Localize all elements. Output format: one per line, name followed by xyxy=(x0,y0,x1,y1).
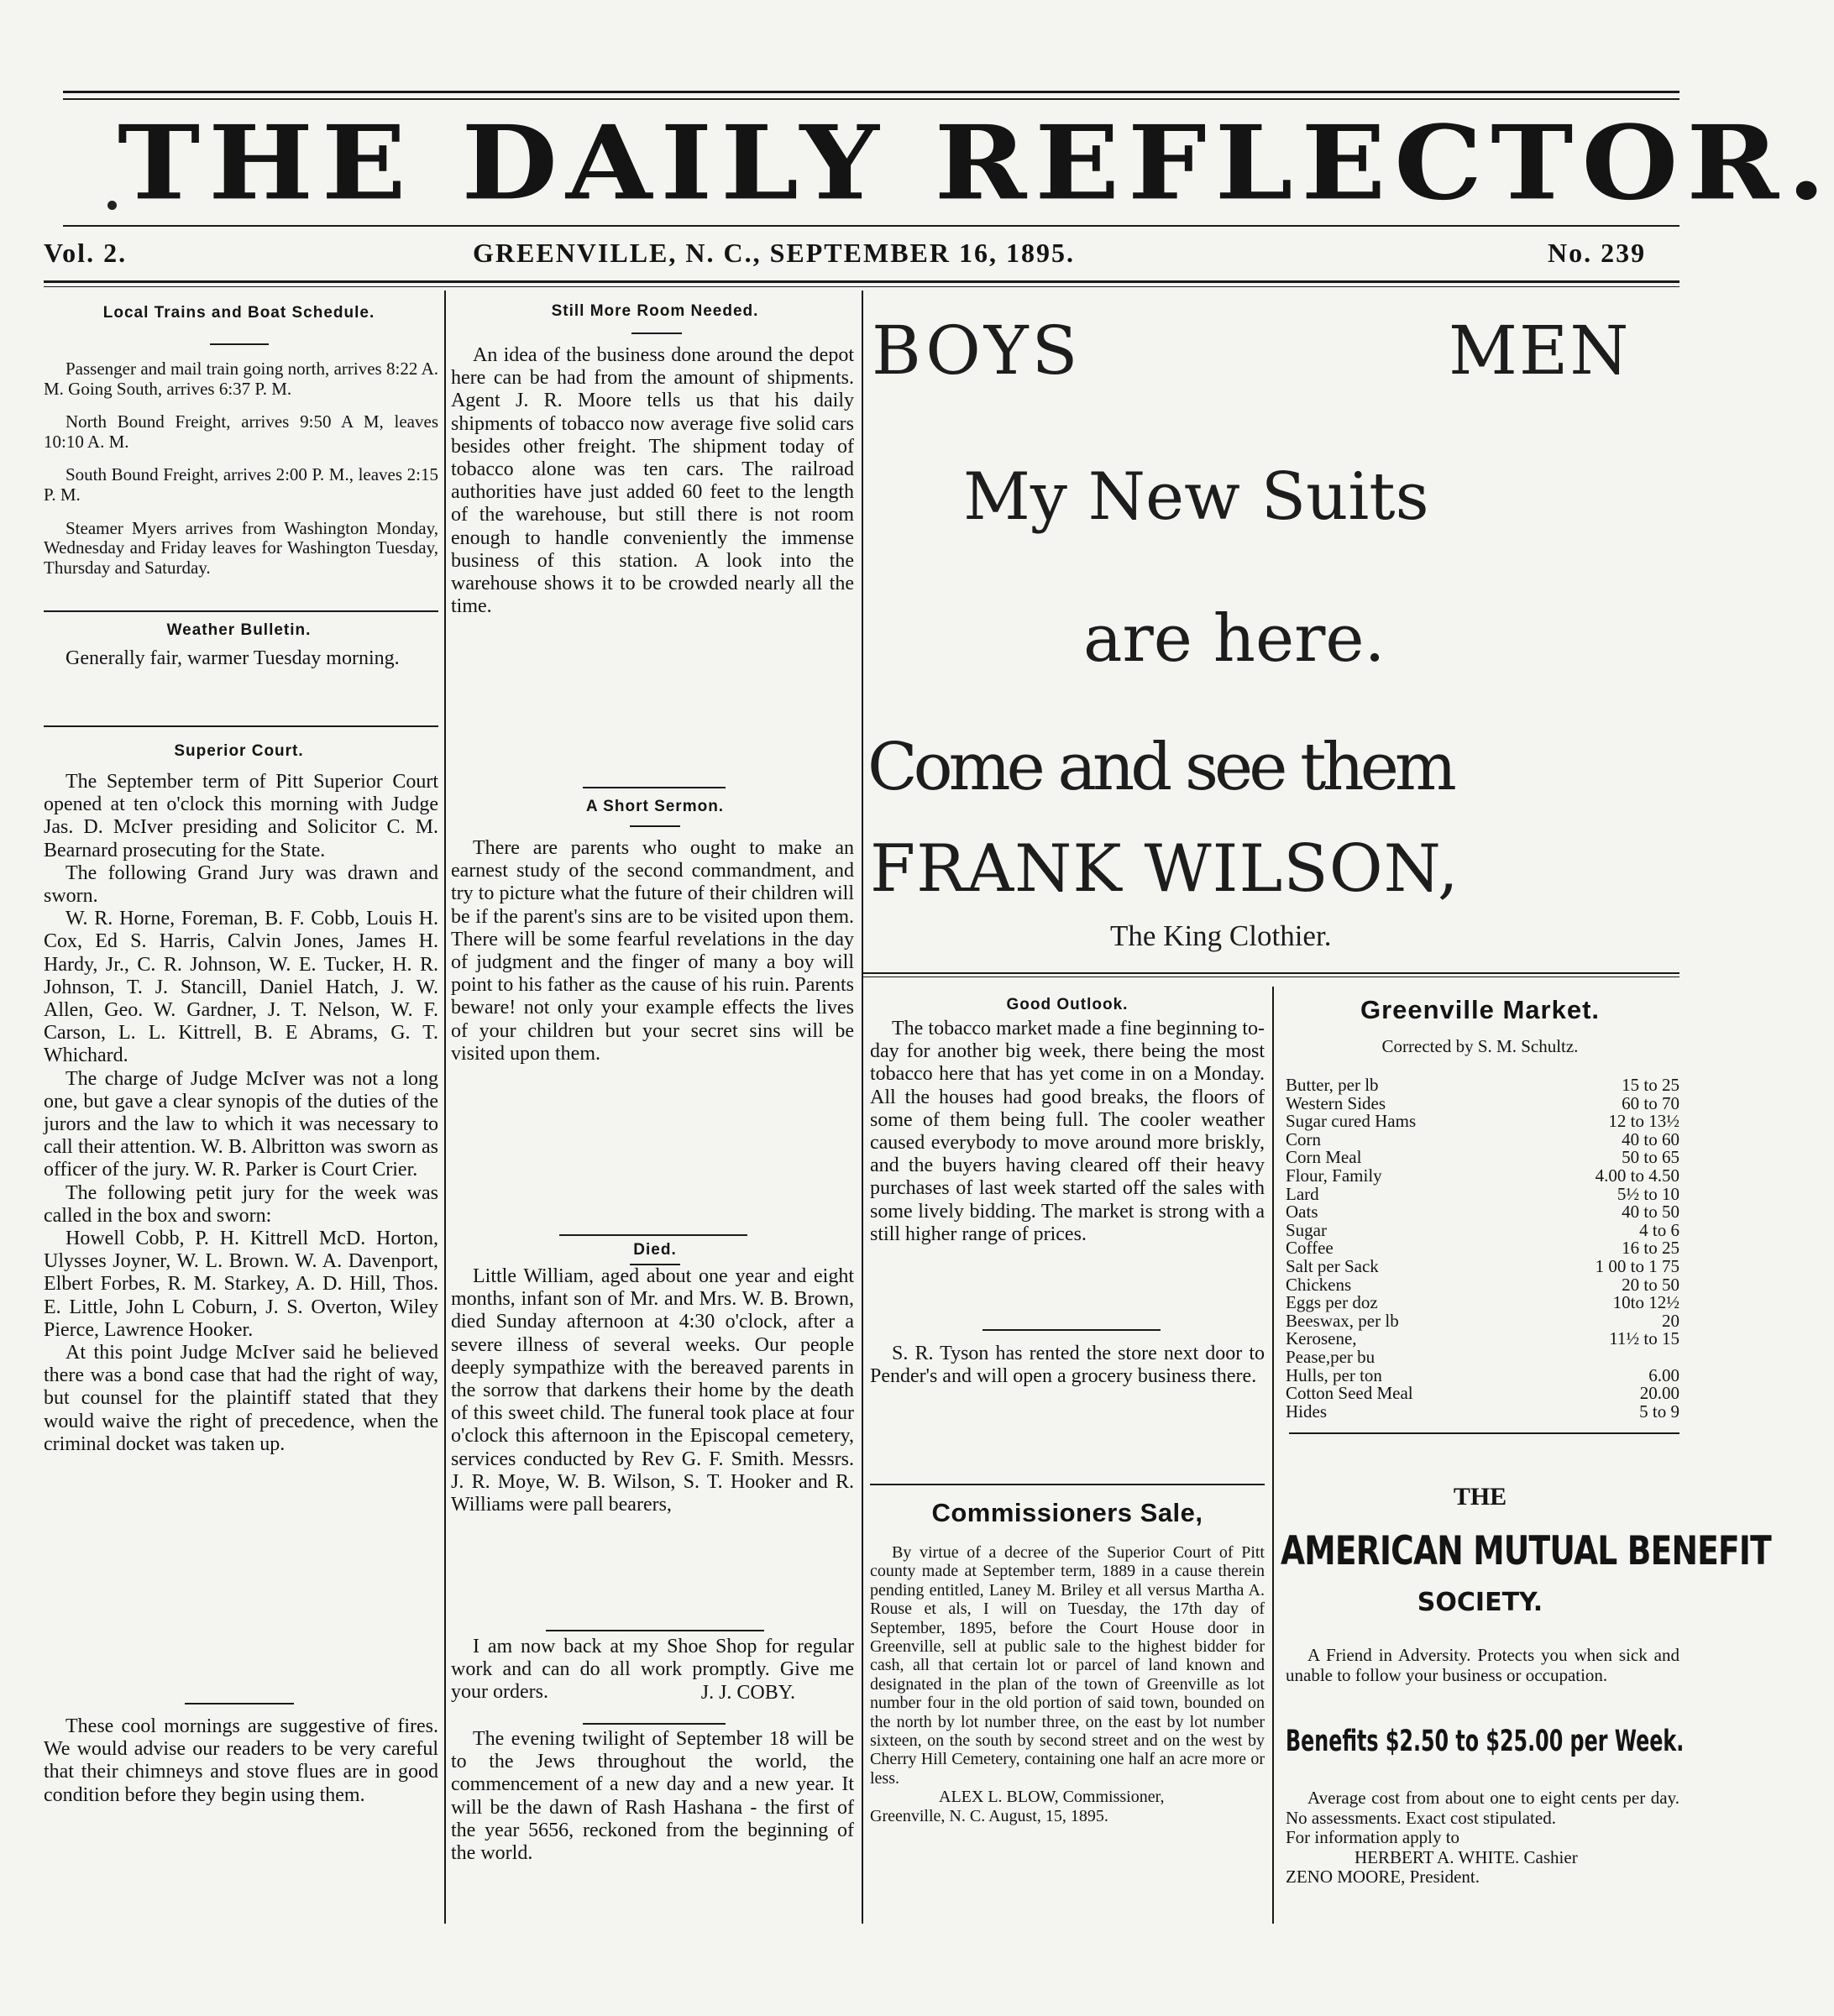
market-row xyxy=(1286,1276,1679,1295)
room-rule xyxy=(631,333,682,334)
market-row xyxy=(1286,1149,1679,1167)
died-text: Little William, aged about one year and eight months, infant son of Mr. and Mrs. W. B. Brown, died Sunday afternoon at 4:30 o'clock, after a severe illness of several weeks. Our people deeply sympathize with the bereaved parents in the sorrow that darkens their home by the death of this sweet child. The funeral took place at four o'clock this afternoon in the Episcopal cemetery, services conducted by Rev G. F. Smith. Messrs. J. R. Moye, W. B. Wilson, S. T. Hooker and R. Williams were pall bearers, xyxy=(451,1265,854,1516)
amb-the: THE xyxy=(1453,1483,1507,1511)
amb-cost xyxy=(1286,1788,1679,1888)
masthead-bottom-rule xyxy=(63,225,1679,227)
market-item: Kerosene, xyxy=(1286,1328,1357,1349)
market-item: Pease,per bu xyxy=(1286,1346,1376,1367)
weather-heading: Weather Bulletin. xyxy=(166,621,312,639)
sale-article xyxy=(870,1543,1265,1825)
market-end-rule xyxy=(1289,1432,1679,1434)
amb-cost-text: Average cost from about one to eight cents per day. No assessments. Exact cost stipulated. xyxy=(1286,1788,1679,1828)
court-para-5: The following petit jury for the week was called in the box and sworn: xyxy=(44,1181,438,1227)
masthead-top-rule-thin xyxy=(63,98,1679,100)
market-price: 4 to 6 xyxy=(1639,1219,1679,1240)
court-para-3: W. R. Horne, Foreman, B. F. Cobb, Louis H. Cox, Ed S. Harris, Calvin Jones, James H. Hardy, Jr., C. R. Johnson, W. E. Tucker, H. R. Johnson, T. J. Stancill, Daniel Hatch, J. W. Allen, Geo. W. Gardner, J. T. Nelson, W. F. Carson, L. L. Kittrell, B. E Abrams, G. T. Whichard. xyxy=(44,908,438,1067)
market-row xyxy=(1286,1203,1679,1222)
train-schedule xyxy=(44,359,438,578)
market-row xyxy=(1286,1330,1679,1348)
mornings-item xyxy=(44,1715,438,1807)
ad-frank-wilson: FRANK WILSON, xyxy=(870,831,1459,907)
ad-tagline: The King Clothier. xyxy=(1110,919,1332,952)
column-rule-3 xyxy=(1272,987,1274,1924)
market-item: Corn Meal xyxy=(1286,1147,1362,1168)
market-item: Eggs per doz xyxy=(1286,1292,1378,1313)
court-article xyxy=(44,771,438,1456)
amb-cashier: HERBERT A. WHITE. Cashier xyxy=(1355,1846,1578,1867)
market-price: 20 to 50 xyxy=(1622,1274,1679,1295)
sale-heading: Commissioners Sale, xyxy=(931,1498,1203,1527)
died-end-rule xyxy=(546,1630,764,1631)
sale-signature: ALEX L. BLOW, Commissioner, xyxy=(939,1788,1165,1807)
market-item: Butter, per lb xyxy=(1286,1075,1379,1095)
room-article xyxy=(451,344,854,618)
mornings-text: These cool mornings are suggestive of fires. We would advise our readers to be very careful that their chimneys and stove flues are in good condition before they begin using them. xyxy=(44,1715,438,1806)
ad-bottom-rule xyxy=(863,972,1679,974)
tyson-rule xyxy=(870,1484,1265,1485)
outlook-text: The tobacco market made a fine beginning to-day for another big week, there being the most tobacco here that has yet come in on a Monday. All the houses had good breaks, the floors of some of them being full. The cooler weather caused everybody to move around more briskly, and the buyers having cleared off their heavy purchases of last week started off the sales with some lively bidding. The market is strong with a still higher range of prices. xyxy=(870,1018,1265,1245)
market-price: 12 to 13½ xyxy=(1608,1111,1679,1132)
market-price: 4.00 to 4.50 xyxy=(1595,1165,1679,1186)
court-para-4: The charge of Judge McIver was not a long one, but gave a clear synopis of the duties of the jurors and the law to which it was necessary to call their attention. W. B. Albritton was sworn as officer of the jury. W. R. Parker is Court Crier. xyxy=(44,1067,438,1181)
train-south-freight: South Bound Freight, arrives 2:00 P. M., leaves 2:15 P. M. xyxy=(44,464,438,505)
trains-heading: Local Trains and Boat Schedule. xyxy=(102,304,375,322)
outlook-end-rule xyxy=(982,1329,1161,1331)
market-row xyxy=(1286,1312,1679,1331)
weather-text xyxy=(44,647,438,670)
market-item: Sugar cured Hams xyxy=(1286,1111,1417,1132)
room-end-rule xyxy=(583,787,726,788)
market-price: 1 00 to 1 75 xyxy=(1595,1255,1679,1276)
volume-label: Vol. 2. xyxy=(44,238,128,268)
market-price: 5 to 9 xyxy=(1639,1401,1679,1422)
market-price: 20.00 xyxy=(1639,1383,1679,1404)
court-para-1: The September term of Pitt Superior Court opened at ten o'clock this morning with Judge Jas. D. McIver presiding and Solicitor C. M. Bearnard prosecuting for the State. xyxy=(44,771,438,861)
market-row xyxy=(1286,1348,1679,1367)
ad-new-suits: My New Suits xyxy=(963,459,1429,535)
sermon-article xyxy=(451,837,854,1066)
market-item: Hides xyxy=(1286,1401,1327,1422)
outlook-heading: Good Outlook. xyxy=(1006,996,1129,1013)
market-item: Salt per Sack xyxy=(1286,1255,1379,1276)
ad-men: MEN xyxy=(1449,312,1631,390)
amb-benefits: Benefits $2.50 to $25.00 per Week. xyxy=(1286,1725,1685,1758)
twilight-text: The evening twilight of September 18 will be to the Jews throughout the world, the commencement of a new day and a new year. It will be the dawn of Rash Hashana - the first of the year 5656, reckoned from the beginning of the world. xyxy=(451,1728,854,1865)
market-price: 50 to 65 xyxy=(1622,1147,1679,1168)
market-price: 40 to 60 xyxy=(1622,1128,1679,1149)
died-article xyxy=(451,1265,854,1516)
market-item: Chickens xyxy=(1286,1274,1352,1295)
market-price: 10to 12½ xyxy=(1612,1292,1679,1313)
dateline: GREENVILLE, N. C., SEPTEMBER 16, 1895. xyxy=(473,238,1075,268)
market-item: Oats xyxy=(1286,1202,1318,1223)
market-price: 60 to 70 xyxy=(1622,1092,1679,1113)
sale-place-date: Greenville, N. C. August, 15, 1895. xyxy=(870,1806,1108,1825)
masthead-top-rule xyxy=(63,91,1679,93)
market-item: Flour, Family xyxy=(1286,1165,1382,1186)
ad-boys: BOYS xyxy=(872,312,1082,390)
market-price: 5½ to 10 xyxy=(1617,1183,1679,1204)
dateline-rule-thin xyxy=(44,286,1679,287)
court-para-6: Howell Cobb, P. H. Kittrell McD. Horton, Ulysses Joyner, W. L. Brown. W. A. Davenport, Elbert Forbes, R. M. Starkey, A. D. Hill, Thos. E. Little, John L Coburn, J. S. Overton, Wiley Pierce, Lawrence Hooker. xyxy=(44,1228,438,1341)
court-para-2: The following Grand Jury was drawn and sworn. xyxy=(44,861,438,908)
wavy-rule-1 xyxy=(44,610,438,612)
market-row xyxy=(1286,1131,1679,1149)
shoe-signature: J. J. COBY. xyxy=(700,1681,795,1704)
outlook-article xyxy=(870,1018,1265,1246)
died-heading: Died. xyxy=(633,1241,677,1259)
market-price: 20 xyxy=(1662,1310,1679,1331)
steamer-schedule: Steamer Myers arrives from Washington Monday, Wednesday and Friday leaves for Washington Tuesday, Thursday and Saturday. xyxy=(44,517,438,578)
market-row xyxy=(1286,1113,1679,1131)
market-row xyxy=(1286,1367,1679,1385)
market-row xyxy=(1286,1095,1679,1113)
market-price xyxy=(1525,1348,1679,1367)
court-end-rule xyxy=(185,1703,294,1704)
market-price: 15 to 25 xyxy=(1622,1075,1679,1095)
market-item: Coffee xyxy=(1286,1238,1334,1259)
ad-are-here: are here. xyxy=(1083,601,1386,677)
tyson-text: S. R. Tyson has rented the store next door to Pender's and will open a grocery business there. xyxy=(870,1343,1265,1388)
market-item: Beeswax, per lb xyxy=(1286,1310,1399,1331)
weather-rule xyxy=(44,725,438,727)
sermon-text: There are parents who ought to make an earnest study of the second commandment, and try to picture what the future of their children will be if the parent's sins are to be visited upon them. There will be some fearful revelations in the day of judgment and the finger of many a boy will point to his father as the cause of his ruin. Parents beware! not only your example effects the lives of your children but your secret sins will be visited upon them. xyxy=(451,837,854,1065)
amb-apply: For information apply to xyxy=(1286,1827,1460,1848)
market-price: 11½ to 15 xyxy=(1609,1328,1679,1349)
sale-text: By virtue of a decree of the Superior Court of Pitt county made at September term, 1889 in a cause therein pending entitled, Laney M. Briley et all versus Martha A. Rouse et als, I will on Tuesday, the 17th day of September, 1895, before the Court House door in Greenville, sell at public sale to the highest bidder for cash, all that certain lot or parcel of land known and designated in the plan of the town of Greenville as lot number four in the old portion of said town, bounded on the north by lot number three, on the east by lot number sixteen, on the south by second street and on the west by Cherry Hill Cemetery, containing one half an acre more or less. xyxy=(870,1543,1265,1788)
weather-bulletin: Generally fair, warmer Tuesday morning. xyxy=(66,647,400,669)
amb-society: SOCIETY. xyxy=(1417,1588,1543,1617)
trains-rule xyxy=(210,343,269,345)
market-row xyxy=(1286,1385,1679,1403)
train-passenger: Passenger and mail train going north, arrives 8:22 A. M. Going South, arrives 6:37 P. M. xyxy=(44,359,438,399)
amb-friend xyxy=(1286,1646,1679,1685)
market-corrected: Corrected by S. M. Schultz. xyxy=(1381,1036,1579,1056)
shoe-text: I am now back at my Shoe Shop for regular work and can do all work promptly. Give me your orders. xyxy=(451,1636,854,1704)
sermon-heading: A Short Sermon. xyxy=(585,798,725,815)
market-item: Sugar xyxy=(1286,1219,1327,1240)
twilight-item xyxy=(451,1728,854,1865)
court-heading: Superior Court. xyxy=(174,742,304,760)
sermon-rule xyxy=(630,825,680,827)
market-row xyxy=(1286,1222,1679,1240)
dateline-rule xyxy=(44,280,1679,283)
market-row xyxy=(1286,1403,1679,1422)
shoe-shop-notice xyxy=(451,1636,854,1704)
column-rule-2 xyxy=(862,291,863,1924)
market-row xyxy=(1286,1076,1679,1095)
market-row xyxy=(1286,1167,1679,1186)
market-item: Cotton Seed Meal xyxy=(1286,1383,1413,1404)
amb-name: AMERICAN MUTUAL BENEFIT xyxy=(1281,1528,1771,1574)
market-item: Hulls, per ton xyxy=(1286,1364,1382,1385)
masthead-title: THE DAILY REFLECTOR. xyxy=(118,103,1834,223)
room-heading: Still More Room Needed. xyxy=(551,302,759,320)
market-row xyxy=(1286,1294,1679,1312)
market-item: Western Sides xyxy=(1286,1092,1386,1113)
shoe-end-rule xyxy=(583,1723,726,1725)
ad-come-see: Come and see them xyxy=(867,730,1453,805)
market-table xyxy=(1286,1076,1679,1421)
train-north-freight: North Bound Freight, arrives 9:50 A M, leaves 10:10 A. M. xyxy=(44,411,438,452)
market-item: Corn xyxy=(1286,1128,1321,1149)
column-rule-1 xyxy=(444,291,446,1924)
amb-friend-text: A Friend in Adversity. Protects you when sick and unable to follow your business or occupation. xyxy=(1286,1645,1679,1685)
market-price: 40 to 50 xyxy=(1622,1202,1679,1223)
market-row xyxy=(1286,1239,1679,1258)
market-title: Greenville Market. xyxy=(1360,995,1601,1024)
masthead-dot xyxy=(107,201,117,210)
sermon-end-rule xyxy=(559,1234,747,1236)
tyson-notice xyxy=(870,1343,1265,1388)
amb-president: ZENO MOORE, President. xyxy=(1286,1867,1480,1888)
market-price: 6.00 xyxy=(1648,1364,1679,1385)
room-text: An idea of the business done around the depot here can be had from the amount of shipments. Agent J. R. Moore tells us that his daily shipments of tobacco now average five solid cars besides other freight. The shipment today of tobacco alone was ten cars. The railroad authorities have just added 60 feet to the length of the warehouse, but still there is not room enough to handle conveniently the immense business of this station. A look into the warehouse shows it to be crowded nearly all the time. xyxy=(451,344,854,618)
issue-number: No. 239 xyxy=(1548,238,1647,268)
market-item: Lard xyxy=(1286,1183,1319,1204)
court-para-7: At this point Judge McIver said he believed there was a bond case that had the right of way, but counsel for the plaintiff stated that they would waive the right of precedence, when the criminal docket was taken up. xyxy=(44,1342,438,1455)
market-price: 16 to 25 xyxy=(1622,1238,1679,1259)
market-row xyxy=(1286,1258,1679,1276)
market-row xyxy=(1286,1186,1679,1204)
